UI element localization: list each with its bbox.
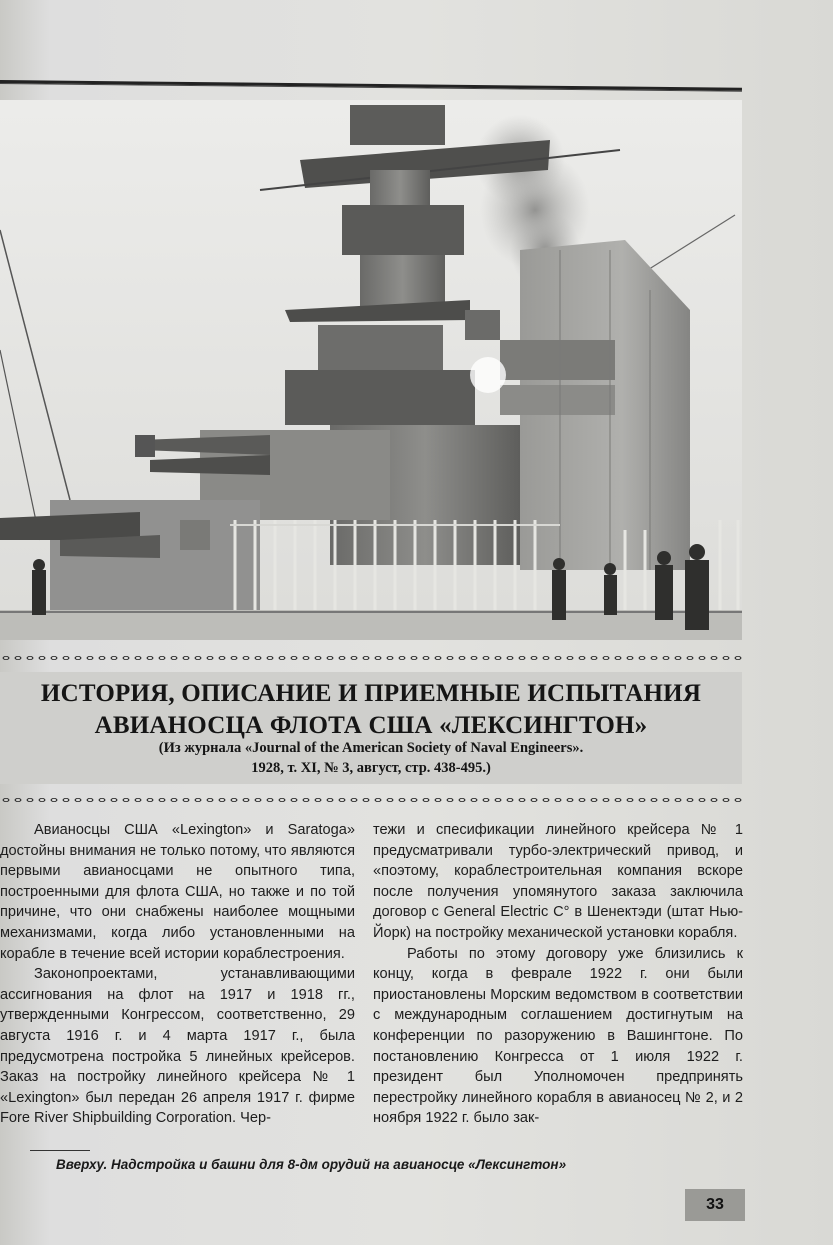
article-title — [0, 678, 742, 742]
top-rule — [0, 80, 742, 92]
article-title-line2: АВИАНОСЦА ФЛОТА США «ЛЕКСИНГТОН» — [94, 712, 648, 739]
chain-border-bottom — [0, 794, 742, 806]
article-source — [0, 738, 742, 778]
article-source-line2: 1928, т. XI, № 3, август, стр. 438-495.) — [251, 760, 491, 776]
warship-photo — [0, 100, 742, 640]
body-column-right — [373, 820, 743, 1129]
paragraph: Законопроектами, устанавливающими ассигнования на флот на 1917 и 1918 гг., утвержденными Конгрессом, соответственно, 29 августа 1916 г. и 4 марта 1917 г., была предусмотрена постройка 5 линейных крейсеров. Заказ на постройку линейного крейсера № 1 «Lexington» был передан 26 апреля 1917 г. фирме Fore River Shipbuilding Corporation. Чер- — [0, 966, 355, 1127]
body-column-left — [0, 820, 355, 1129]
paragraph: Авианосцы США «Lexington» и Saratoga» достойны внимания не только потому, что являются первыми авианосцами не опытного типа, построенными для флота США, но также и по той причине, что они снабжены наиболее мощными механизмами, когда либо установленными на корабле в течение всей истории кораблестроения. — [0, 822, 355, 962]
warship-photo-icon — [0, 100, 742, 640]
article-title-line1: ИСТОРИЯ, ОПИСАНИЕ И ПРИЕМНЫЕ ИСПЫТАНИЯ — [40, 680, 702, 707]
page-number: 33 — [685, 1189, 745, 1221]
chain-border-top — [0, 652, 742, 664]
article-source-line1: (Из журнала «Journal of the American Society of Naval Engineers». — [158, 740, 584, 756]
paragraph: Работы по этому договору уже близились к концу, когда в феврале 1922 г. они были приостановлены Морским ведомством в соответствии с международным соглашением достигнутым на конференции по разоружению в Вашингтоне. По постановлению Конгресса от 1 июля 1922 г. президент был Уполномочен предпринять перестройку линейного корабля в авианосец № 2, и 2 ноября 1922 г. было зак- — [373, 945, 743, 1127]
photo-caption: Вверху. Надстройка и башни для 8-дм орудий на авианосце «Лексингтон» — [56, 1157, 567, 1172]
caption-rule — [30, 1150, 90, 1151]
paragraph: тежи и спесификации линейного крейсера № 1 предусматривали турбо-электрический привод, и «поэтому, кораблестроительная компания вскоре после получения упомянутого заказа заключила договор с General Electric C° в Шенектэди (штат Нью-Йорк) на постройку механической установки корабля. — [373, 822, 743, 941]
